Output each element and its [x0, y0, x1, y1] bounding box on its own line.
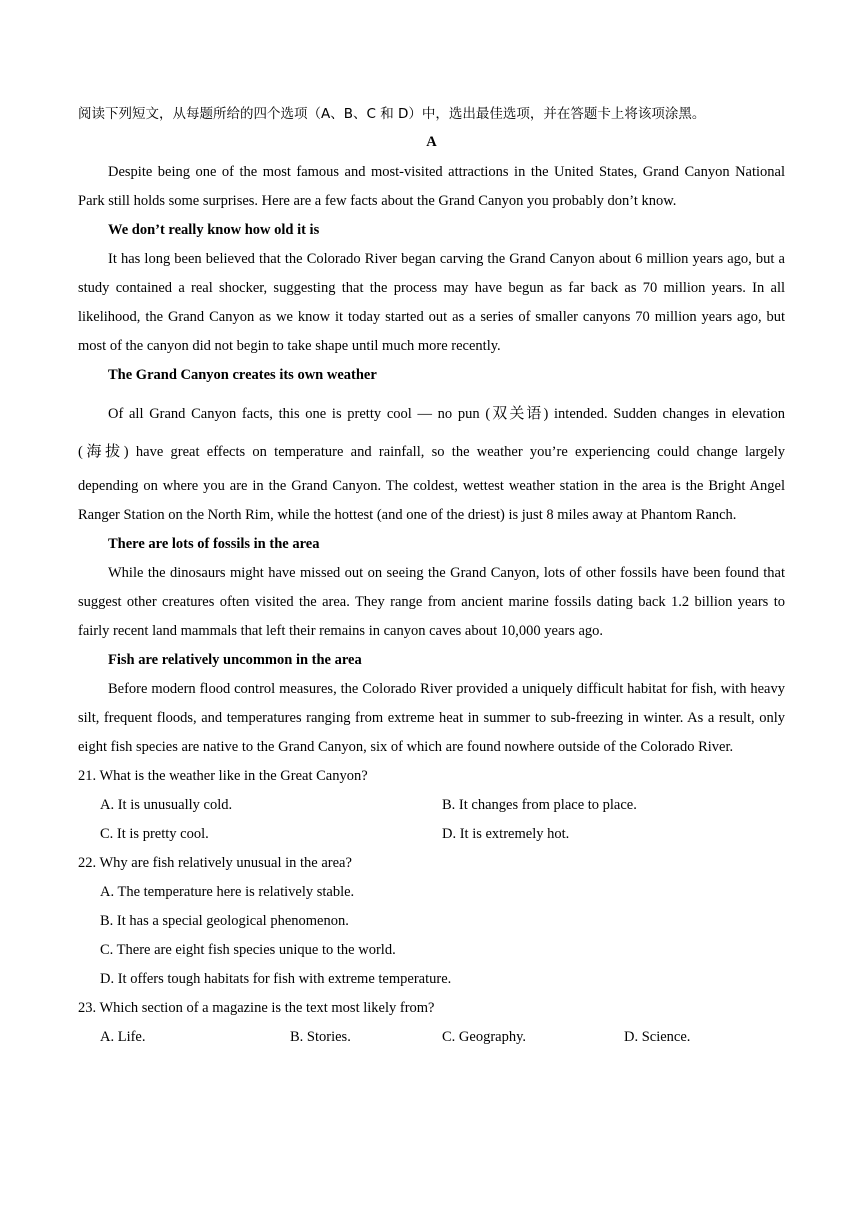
question-21-stem: 21. What is the weather like in the Great Canyon?: [78, 768, 368, 784]
instructions: 阅读下列短文，从每题所给的四个选项（A、B、C 和 D）中，选出最佳选项，并在答题卡上将该项涂黑。: [78, 106, 706, 122]
question-21-option-b[interactable]: B. It changes from place to place.: [442, 797, 637, 813]
question-23-options-row: [78, 1023, 785, 1052]
weather-line-1: [78, 390, 785, 436]
question-22-option-d[interactable]: D. It offers tough habitats for fish with extreme temperature.: [100, 971, 452, 987]
question-21-option-a[interactable]: A. It is unusually cold.: [100, 797, 233, 813]
question-22-option-a[interactable]: A. The temperature here is relatively stable.: [100, 884, 355, 900]
question-22-option-c[interactable]: C. There are eight fish species unique to the world.: [100, 942, 396, 958]
section-heading-age: We don’t really know how old it is: [108, 222, 320, 238]
chinese-gloss-pun: 双关语: [490, 404, 544, 422]
section-text-age: It has long been believed that the Colorado River began carving the Grand Canyon about 6 million years ago, but a study contained a real shocker, suggesting that the process may have begun as far back as 70 million years. In all likelihood, the Grand Canyon as we know it today started out as a series of smaller canyons 70 million years ago, but most of the canyon did not begin to take shape until much more recently.: [78, 251, 785, 354]
weather-text-part2: ) intended. Sudden changes in elevation: [543, 406, 785, 422]
weather-text-part3: (: [78, 444, 83, 460]
weather-text-part4: ) have great effects on temperature and rainfall, so the weather you’re experiencing could change largely: [123, 444, 785, 460]
question-23-option-d[interactable]: D. Science.: [624, 1029, 691, 1045]
question-21-option-c[interactable]: C. It is pretty cool.: [100, 826, 209, 842]
question-21-options-row-2: [78, 820, 785, 849]
intro-paragraph: Despite being one of the most famous and most-visited attractions in the United States, Grand Canyon National Park still holds some surprises. Here are a few facts about the Grand Canyon you probably don’t know.: [78, 164, 785, 209]
question-23-option-a[interactable]: A. Life.: [100, 1029, 146, 1045]
question-21-option-d[interactable]: D. It is extremely hot.: [442, 826, 570, 842]
weather-text-part5: depending on where you are in the Grand Canyon. The coldest, wettest weather station in the area is the Bright Angel Ranger Station on the North Rim, while the hottest (and one of the driest) is just 8 miles away at Phantom Ranch.: [78, 478, 785, 523]
section-text-fossils: While the dinosaurs might have missed out on seeing the Grand Canyon, lots of other fossils have been found that suggest other creatures often visited the area. They range from ancient marine fossils dating back 1.2 billion years to fairly recent land mammals that left their remains in canyon caves about 10,000 years ago.: [78, 565, 785, 639]
section-heading-weather: The Grand Canyon creates its own weather: [108, 367, 377, 383]
question-22-option-b[interactable]: B. It has a special geological phenomenon.: [100, 913, 349, 929]
question-23-stem: 23. Which section of a magazine is the text most likely from?: [78, 1000, 435, 1016]
question-23-option-c[interactable]: C. Geography.: [442, 1029, 527, 1045]
section-letter: A: [426, 134, 437, 150]
weather-line-2: [78, 436, 785, 472]
section-heading-fossils: There are lots of fossils in the area: [108, 536, 320, 552]
section-heading-fish: Fish are relatively uncommon in the area: [108, 652, 362, 668]
section-text-weather: [78, 390, 785, 530]
question-21-options-row-1: [78, 791, 785, 820]
exam-page: [78, 100, 785, 1052]
weather-text-part1: Of all Grand Canyon facts, this one is pretty cool — no pun (: [108, 406, 491, 422]
section-text-fish: Before modern flood control measures, the Colorado River provided a uniquely difficult habitat for fish, with heavy silt, frequent floods, and temperatures ranging from extreme heat in summer to sub-freezing in winter. As a result, only eight fish species are native to the Grand Canyon, six of which are found nowhere outside of the Colorado River.: [78, 681, 785, 755]
question-22-stem: 22. Why are fish relatively unusual in the area?: [78, 855, 352, 871]
chinese-gloss-elevation: 海拔: [82, 442, 124, 460]
question-23-option-b[interactable]: B. Stories.: [290, 1029, 351, 1045]
